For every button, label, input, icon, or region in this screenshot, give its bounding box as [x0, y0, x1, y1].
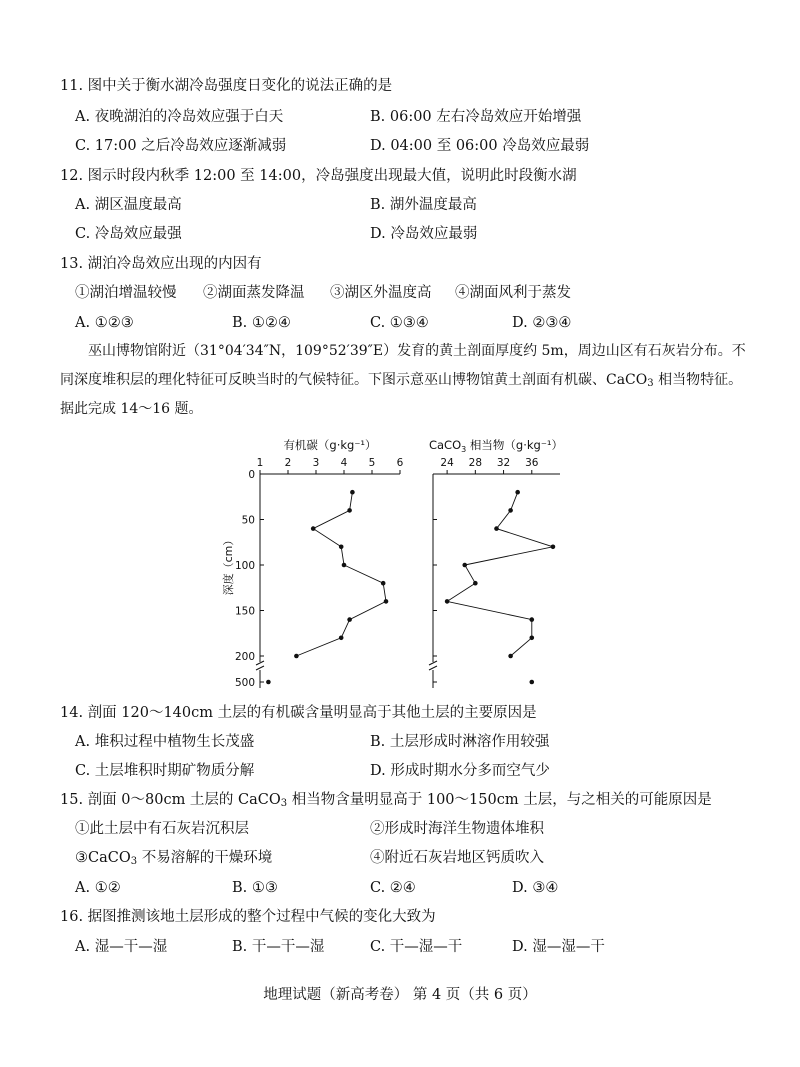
organic-carbon-title: 有机碳（g·kg⁻¹） [283, 438, 377, 452]
caco3-xtick-label: 36 [525, 457, 539, 469]
caco3-data-point [473, 581, 478, 586]
organic-carbon-xtick-label: 2 [284, 457, 292, 469]
organic-carbon-ytick-label: 100 [234, 560, 255, 572]
organic-carbon-data-point [294, 654, 299, 659]
caco3-data-point [529, 636, 534, 641]
q12-option-b[interactable]: B. 湖外温度最高 [370, 197, 477, 213]
organic-carbon-data-point [347, 508, 352, 513]
q14-option-c[interactable]: C. 土层堆积时期矿物质分解 [75, 763, 255, 779]
organic-carbon-ytick-label: 50 [241, 514, 255, 527]
q12-option-a[interactable]: A. 湖区温度最高 [75, 197, 182, 213]
q13-item-4: ④湖面风利于蒸发 [455, 285, 571, 301]
q11-option-d[interactable]: D. 04:00 至 06:00 冷岛效应最弱 [370, 138, 590, 154]
y-axis-label: 深度（cm） [222, 534, 235, 596]
soil-profile-chart [200, 432, 580, 696]
organic-carbon-data-point-500cm [266, 680, 271, 685]
q15-item-2: ②形成时海洋生物遗体堆积 [370, 821, 544, 837]
organic-carbon-xtick-label: 4 [340, 457, 348, 469]
organic-carbon-ytick-label: 500 [234, 677, 255, 689]
caco3-data-point [462, 563, 467, 568]
q11-option-a[interactable]: A. 夜晚湖泊的冷岛效应强于白天 [75, 109, 284, 125]
caco3-data-point [515, 490, 520, 495]
caco3-data-point-500cm [529, 680, 534, 685]
caco3-panel [429, 438, 563, 688]
organic-carbon-xtick-label: 1 [256, 457, 264, 469]
q14-option-a[interactable]: A. 堆积过程中植物生长茂盛 [75, 734, 255, 750]
caco3-data-point [494, 526, 499, 531]
q13-item-1: ①湖泊增温较慢 [75, 285, 177, 301]
organic-carbon-ytick-label: 0 [248, 469, 255, 481]
q12-option-c[interactable]: C. 冷岛效应最强 [75, 226, 182, 242]
caco3-data-point [445, 599, 450, 604]
organic-carbon-xtick-label: 5 [368, 457, 376, 469]
organic-carbon-xtick-label: 3 [312, 457, 320, 469]
organic-carbon-panel [221, 438, 404, 689]
organic-carbon-data-point [384, 599, 389, 604]
question-15-stem: 15. 剖面 0～80cm 土层的 CaCO$_3$ 相当物含量明显高于 100～150cm 土层，与之相关的可能原因是 [60, 792, 712, 809]
q14-option-b[interactable]: B. 土层形成时淋溶作用较强 [370, 734, 550, 750]
caco3-data-point [508, 508, 513, 513]
caco3-xtick-label: 28 [468, 457, 483, 469]
q16-option-c[interactable]: C. 干—湿—干 [370, 939, 463, 955]
organic-carbon-ytick-label: 200 [234, 651, 255, 663]
question-11-stem: 11. 图中关于衡水湖冷岛强度日变化的说法正确的是 [60, 78, 393, 94]
organic-carbon-data-point [342, 563, 347, 568]
q15-option-c[interactable]: C. ②④ [370, 880, 416, 896]
q12-option-d[interactable]: D. 冷岛效应最弱 [370, 226, 478, 242]
page-footer: 地理试题（新高考卷） 第 4 页（共 6 页） [263, 987, 537, 1003]
q13-option-a[interactable]: A. ①②③ [75, 315, 134, 331]
caco3-axis-break [429, 661, 437, 670]
q16-option-a[interactable]: A. 湿—干—湿 [75, 939, 168, 955]
q11-option-c[interactable]: C. 17:00 之后冷岛效应逐渐减弱 [75, 138, 287, 154]
q15-item-3: ③CaCO$_3$ 不易溶解的干燥环境 [75, 850, 273, 867]
caco3-xtick-label: 24 [440, 457, 454, 469]
caco3-data-point [529, 617, 534, 622]
q13-option-c[interactable]: C. ①③④ [370, 315, 429, 331]
organic-carbon-series-line [296, 492, 386, 656]
q15-item-4: ④附近石灰岩地区钙质吹入 [370, 850, 544, 866]
caco3-series-line [447, 492, 553, 656]
caco3-xtick-label: 32 [496, 457, 511, 469]
organic-carbon-data-point [339, 545, 344, 550]
q14-option-d[interactable]: D. 形成时期水分多而空气少 [370, 763, 550, 779]
q15-option-d[interactable]: D. ③④ [512, 880, 559, 896]
organic-carbon-data-point [339, 636, 344, 641]
organic-carbon-axis-break [256, 661, 264, 670]
caco3-title: CaCO$_3$ 相当物（g·kg⁻¹） [428, 438, 564, 454]
q13-option-b[interactable]: B. ①②④ [232, 315, 291, 331]
question-14-stem: 14. 剖面 120～140cm 土层的有机碳含量明显高于其他土层的主要原因是 [60, 705, 537, 721]
q11-option-b[interactable]: B. 06:00 左右冷岛效应开始增强 [370, 109, 582, 125]
q16-option-b[interactable]: B. 干—干—湿 [232, 939, 325, 955]
question-12-stem: 12. 图示时段内秋季 12:00 至 14:00，冷岛强度出现最大值，说明此时段衡水湖 [60, 168, 577, 184]
q16-option-d[interactable]: D. 湿—湿—干 [512, 939, 605, 955]
q15-item-1: ①此土层中有石灰岩沉积层 [75, 821, 249, 837]
caco3-data-point [551, 545, 556, 550]
organic-carbon-data-point [311, 526, 316, 531]
organic-carbon-xtick-label: 6 [396, 457, 404, 469]
organic-carbon-data-point [381, 581, 386, 586]
question-13-stem: 13. 湖泊冷岛效应出现的内因有 [60, 256, 262, 272]
q13-item-3: ③湖区外温度高 [330, 285, 432, 301]
organic-carbon-ytick-label: 150 [234, 605, 255, 618]
q15-option-a[interactable]: A. ①② [75, 880, 121, 896]
q13-item-2: ②湖面蒸发降温 [203, 285, 305, 301]
passage: 巫山博物馆附近（31°04′34″N，109°52′39″E）发育的黄土剖面厚度约 5m，周边山区有石灰岩分布。不同深度堆积层的理化特征可反映当时的气候特征。下图示意巫山博物馆黄土剖面有机碳、CaCO$_3$ 相当物特征。据此完成 14～16 题。 [60, 343, 746, 417]
caco3-data-point [508, 654, 513, 659]
q13-option-d[interactable]: D. ②③④ [512, 315, 572, 331]
question-16-stem: 16. 据图推测该地土层形成的整个过程中气候的变化大致为 [60, 909, 436, 925]
organic-carbon-data-point [347, 617, 352, 622]
organic-carbon-data-point [350, 490, 355, 495]
q15-option-b[interactable]: B. ①③ [232, 880, 278, 896]
